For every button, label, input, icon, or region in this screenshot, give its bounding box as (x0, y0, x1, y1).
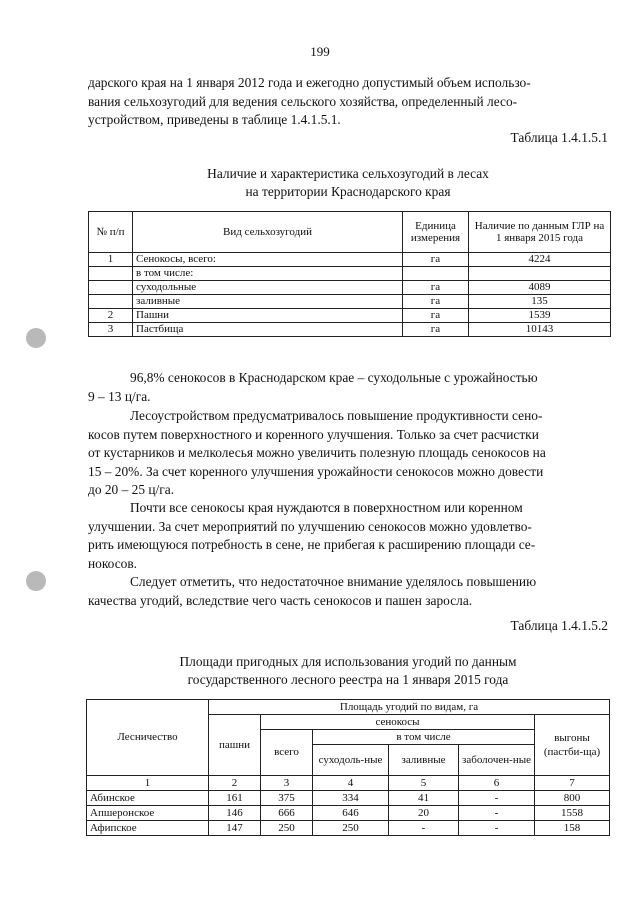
table2-header-flooded: заливные (389, 745, 459, 776)
paragraph-3: Почти все сенокосы края нуждаются в поверхностном или коренном улучшении. За счет мероприятий по улучшению сенокосов можно удовлетво- рить имеющуюся потребность в сене, не прибегая к расширению площади се- нокосов. (88, 500, 536, 571)
punch-hole-top (26, 328, 46, 348)
table1-header-num: № п/п (89, 212, 133, 253)
table1-header-data: Наличие по данным ГЛР на 1 января 2015 года (469, 212, 611, 253)
table1-header-unit: Единица измерения (403, 212, 469, 253)
table-row: в том числе: (89, 267, 611, 281)
table2-title: Площади пригодных для использования угодий по данным государственного лесного реестра на 1 января 2015 года (179, 654, 517, 687)
table2-colnum-row: 1 2 3 4 5 6 7 (87, 776, 610, 791)
table2-header-forestry: Лесничество (87, 700, 209, 776)
table-row: заливные га 135 (89, 295, 611, 309)
table-row: 2 Пашни га 1539 (89, 309, 611, 323)
table2-header-hayfields: сенокосы (261, 715, 535, 730)
table1-caption: Таблица 1.4.1.5.1 (510, 130, 608, 145)
table1-header-type: Вид сельхозугодий (133, 212, 403, 253)
table2-header-dry: суходоль-ные (313, 745, 389, 776)
paragraph-1: 96,8% сенокосов в Краснодарском крае – суходольные с урожайностью 9 – 13 ц/га. (88, 370, 538, 404)
table2-header-swampy: заболочен-ные (459, 745, 535, 776)
table-row: 1 Сенокосы, всего: га 4224 (89, 253, 611, 267)
table2-header-including: в том числе (313, 730, 535, 745)
table-row: 3 Пастбища га 10143 (89, 323, 611, 337)
table2-caption: Таблица 1.4.1.5.2 (510, 618, 608, 633)
table2-header-total: всего (261, 730, 313, 776)
page-number: 199 (310, 44, 330, 59)
paragraph-2: Лесоустройством предусматривалось повышение продуктивности сено- косов путем поверхностного и коренного улучшения. Только за счет расчистки от кустарников и мелколесья можно увеличить полезную площадь сенокосов на 15 – 20%. За счет коренного улучшения урожайности сенокосов можно довести до 20 – 25 ц/га. (88, 408, 546, 497)
table-row: Апшеронское 146 666 646 20 - 1558 (87, 806, 610, 821)
table-row: Афипское 147 250 250 - - 158 (87, 821, 610, 836)
table-row: Абинское 161 375 334 41 - 800 (87, 791, 610, 806)
table1-title: Наличие и характеристика сельхозугодий в лесах на территории Краснодарского края (207, 166, 489, 199)
table2-header-arable: пашни (209, 715, 261, 776)
intro-paragraph: дарского края на 1 января 2012 года и ежегодно допустимый объем использо- вания сельхозугодий для ведения сельского хозяйства, определенный лесо- устройством, приведены в таблице 1.4.1.5.1. (88, 75, 531, 127)
table2-header-area: Площадь угодий по видам, га (209, 700, 610, 715)
paragraph-4: Следует отметить, что недостаточное внимание уделялось повышению качества угодий, вследствие чего часть сенокосов и пашен заросла. (88, 574, 537, 608)
table1 (88, 211, 611, 337)
table-row: суходольные га 4089 (89, 281, 611, 295)
punch-hole-bottom (26, 571, 46, 591)
table2-header-pastures: выгоны (пастби-ща) (535, 715, 610, 776)
table2-header-row-1 (87, 700, 610, 715)
table1-header-row (89, 212, 611, 253)
table2 (86, 699, 610, 836)
